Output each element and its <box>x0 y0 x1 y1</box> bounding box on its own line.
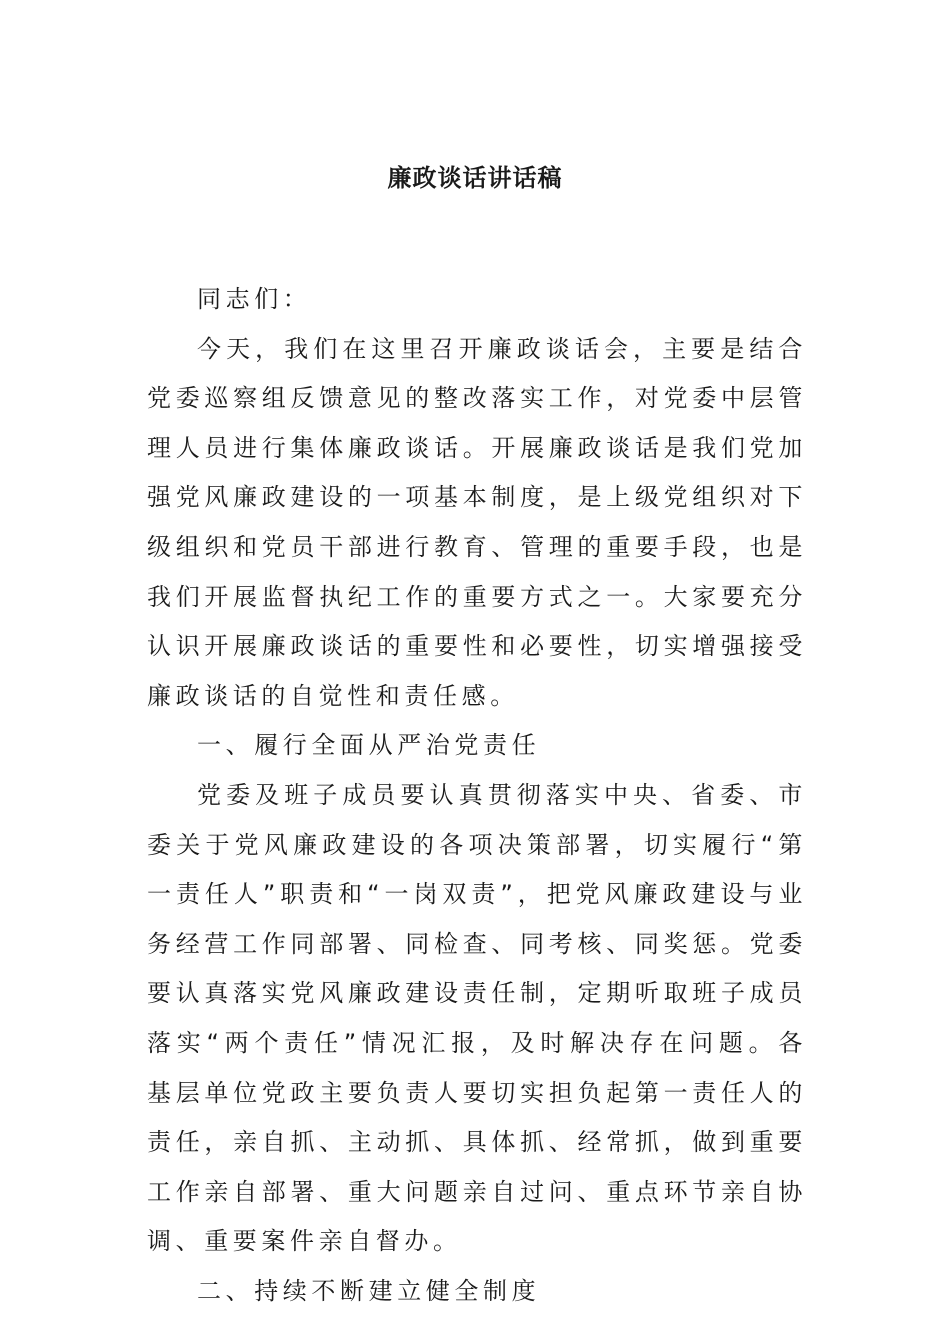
intro-paragraph: 今天，我们在这里召开廉政谈话会，主要是结合党委巡察组反馈意见的整改落实工作，对党委中层管理人员进行集体廉政谈话。开展廉政谈话是我们党加强党风廉政建设的一项基本制度，是上级党组织对下级组织和党员干部进行教育、管理的重要手段，也是我们开展监督执纪工作的重要方式之一。大家要充分认识开展廉政谈话的重要性和必要性，切实增强接受廉政谈话的自觉性和责任感。 <box>147 334 807 710</box>
section-heading-2: 二、持续不断建立健全制度 <box>197 1276 541 1305</box>
salutation: 同志们： <box>197 285 312 313</box>
document-title: 廉政谈话讲话稿 <box>387 163 563 192</box>
section-heading-1: 一、履行全面从严治党责任 <box>197 731 541 760</box>
document-body <box>147 275 807 1316</box>
section-paragraph-1: 党委及班子成员要认真贯彻落实中央、省委、市委关于党风廉政建设的各项决策部署，切实履行“第一责任人”职责和“一岗双责”，把党风廉政建设与业务经营工作同部署、同检查、同考核、同奖惩。党委要认真落实党风廉政建设责任制，定期听取班子成员落实“两个责任”情况汇报，及时解决存在问题。各基层单位党政主要负责人要切实担负起第一责任人的责任，亲自抓、主动抓、具体抓、经常抓，做到重要工作亲自部署、重大问题亲自过问、重点环节亲自协调、重要案件亲自督办。 <box>147 780 807 1256</box>
